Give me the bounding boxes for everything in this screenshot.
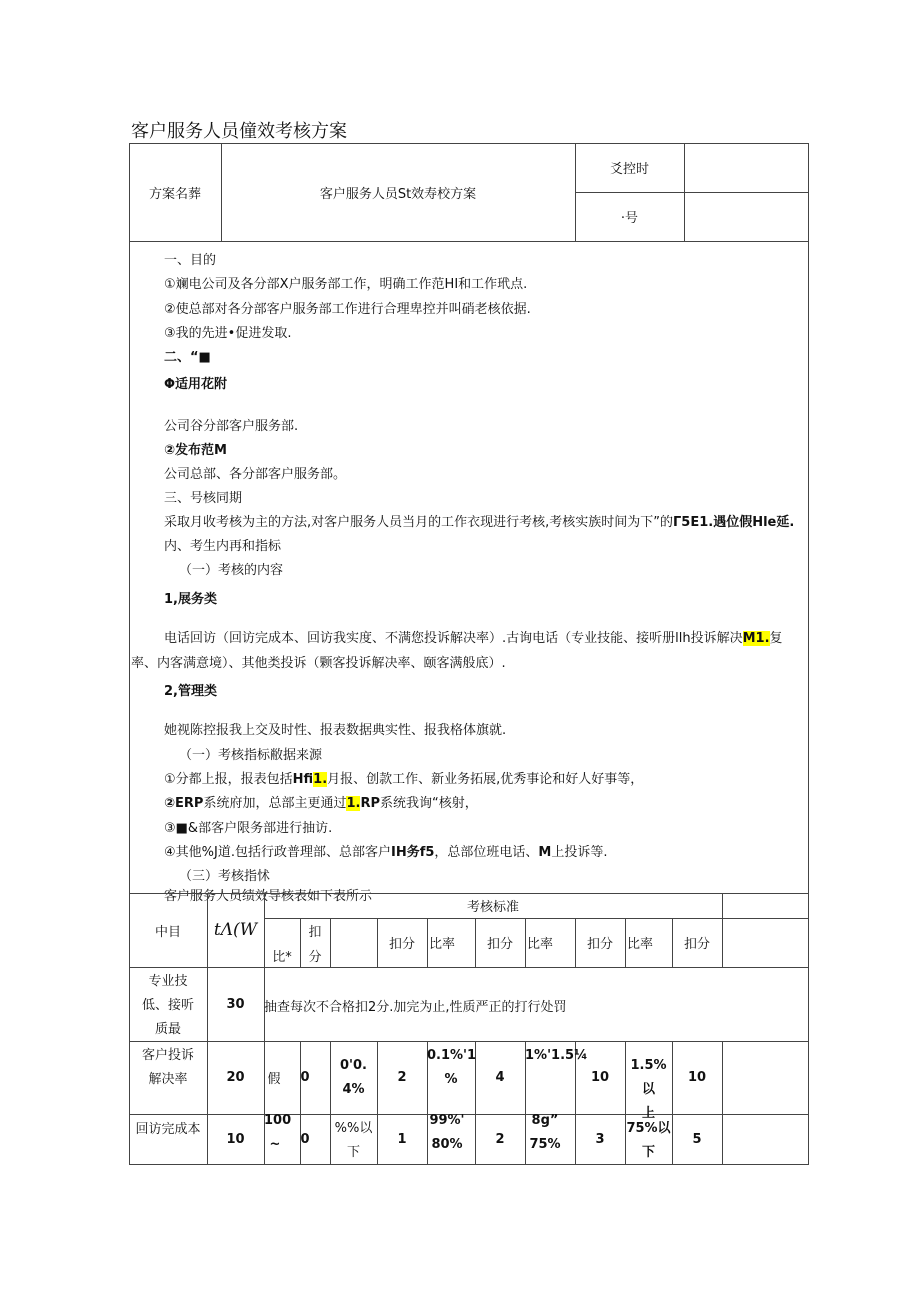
table-cell bbox=[525, 1044, 588, 1068]
service-text-a: 电话回访（回访完成本、回访我实度、不满您投诉解决率）.古询电话（专业技能、接听册llh投诉解决 bbox=[164, 631, 743, 646]
table-row-weight: 30 bbox=[226, 996, 245, 1012]
item-line: 质最 bbox=[154, 1022, 181, 1037]
table-cell: 10 bbox=[687, 1070, 707, 1085]
table-cell: 10 bbox=[590, 1070, 610, 1085]
table-cell: 4 bbox=[495, 1070, 505, 1085]
cell-line: 4% bbox=[342, 1082, 365, 1097]
content-subheading: （一）考核的内容 bbox=[179, 563, 284, 578]
release-text: 公司总部、各分部客户服务部。 bbox=[164, 467, 347, 482]
table-cell bbox=[264, 1109, 292, 1165]
cell-line: 1%'1.5¼ bbox=[525, 1048, 588, 1063]
table-row-weight: 10 bbox=[226, 1132, 245, 1147]
source-4c: ，总部位班电话、 bbox=[434, 845, 539, 860]
source-4b: IH务f5 bbox=[390, 845, 435, 860]
table-header-ratio: 比* bbox=[272, 949, 292, 965]
source-item: ③■&部客户限务部进行抽访. bbox=[164, 821, 333, 836]
release-label: ②发布范M bbox=[164, 443, 227, 458]
table-header-col: 比率 bbox=[428, 937, 455, 952]
purpose-item: ①斓电公司及各分部X户服务部工作，明确工作范HI和工作玳点. bbox=[164, 277, 528, 292]
table-row-weight: 20 bbox=[226, 1070, 245, 1085]
period-text bbox=[164, 511, 794, 530]
table-row-item bbox=[129, 970, 207, 1042]
cell-line: 8g” bbox=[531, 1113, 559, 1128]
item-line: 低、接听 bbox=[141, 998, 194, 1013]
table-line bbox=[722, 1041, 723, 1165]
table-header-col: 扣分 bbox=[486, 937, 513, 952]
header-divider bbox=[129, 241, 809, 242]
table-header-col: 扣分 bbox=[683, 937, 710, 952]
table-cell: 2 bbox=[397, 1070, 407, 1085]
cell-line: 100 bbox=[264, 1113, 292, 1128]
table-cell bbox=[427, 1109, 467, 1157]
document-title: 客户服务人员僮效考核方案 bbox=[131, 121, 347, 142]
highlight-mark: 1. bbox=[346, 796, 361, 811]
scope-text: 公司谷分部客户服务部. bbox=[164, 419, 299, 434]
number-value[interactable] bbox=[684, 192, 809, 241]
source-2d: 系统我询“核射， bbox=[379, 796, 478, 811]
source-4d: M bbox=[538, 845, 552, 860]
table-header-weight: tΛ(W bbox=[213, 920, 258, 940]
cell-line: %%以 bbox=[334, 1121, 373, 1136]
cell-line: 下 bbox=[346, 1145, 360, 1160]
table-header-deduct: 扣 bbox=[308, 925, 322, 940]
table-row-item bbox=[129, 1044, 207, 1092]
source-heading: （一）考核指标敝据来源 bbox=[179, 748, 323, 763]
period-heading: 三、号核同期 bbox=[164, 491, 243, 506]
table-header-item: 中目 bbox=[154, 924, 181, 940]
table-cell bbox=[525, 1109, 565, 1157]
table-cell: 0 bbox=[300, 1070, 310, 1085]
purpose-item: ③我的先进•促进发取. bbox=[164, 326, 292, 341]
service-label: 1,展务类 bbox=[164, 592, 217, 607]
source-1c: 月报、创款工作、新业务拓展,优秀事论和好人好事等， bbox=[327, 772, 644, 787]
cell-line: 1.5%以 bbox=[630, 1058, 667, 1097]
control-time-label: 爻控时 bbox=[609, 162, 649, 177]
source-1b: Hfi bbox=[292, 772, 314, 787]
item-line: 专业技 bbox=[148, 974, 188, 989]
table-header-col: 比率 bbox=[526, 937, 553, 952]
table-header-col: 比率 bbox=[626, 937, 653, 952]
source-item bbox=[164, 841, 608, 860]
source-4a: ④其他%J道.包括行政普理部、总部客户 bbox=[164, 845, 391, 860]
table-header-col: 扣分 bbox=[586, 937, 613, 952]
source-4e: 上投诉等. bbox=[551, 845, 608, 860]
cell-line: 下 bbox=[641, 1145, 655, 1160]
manage-text: 她视陈控报我上交及时性、报表数据典实性、报我格体旗就. bbox=[164, 723, 507, 738]
table-cell bbox=[427, 1044, 475, 1092]
table-cell: 1 bbox=[397, 1132, 407, 1147]
scope-label: Φ适用花附 bbox=[164, 377, 228, 392]
service-text-b: 复 bbox=[769, 631, 783, 646]
plan-name-label: 方案名葬 bbox=[148, 186, 201, 202]
purpose-heading: 一、目的 bbox=[164, 253, 217, 268]
table-line bbox=[330, 918, 331, 967]
content-heading: 内、考生内再和指标 bbox=[164, 539, 282, 554]
source-2b: 系统府加，总部主更通过 bbox=[203, 796, 347, 811]
cell-line: 0.1%'1 bbox=[427, 1048, 477, 1063]
indicator-heading: （三）考核指怵 bbox=[179, 869, 271, 884]
table-cell bbox=[625, 1117, 672, 1165]
cell-line: 0'0. bbox=[339, 1058, 367, 1073]
cell-line: 99%' bbox=[429, 1113, 465, 1128]
control-time-value[interactable] bbox=[684, 143, 809, 192]
source-item bbox=[164, 792, 478, 811]
highlight-mark: M1. bbox=[742, 631, 770, 646]
period-text-b: Γ5E1. bbox=[673, 515, 714, 530]
plan-name-value: 客户服务人员St效寿校方案 bbox=[319, 186, 477, 202]
table-cell: 3 bbox=[595, 1132, 605, 1147]
purpose-item: ②使总部对各分部客户服务部工作进行合理卑控并叫硝老核依据. bbox=[164, 302, 531, 317]
cell-line: 75%以 bbox=[626, 1121, 671, 1136]
number-label: ·号 bbox=[620, 211, 639, 226]
item-line: 解决率 bbox=[148, 1072, 188, 1087]
cell-line: 上 bbox=[641, 1106, 655, 1121]
table-row-item bbox=[129, 1114, 207, 1141]
service-text bbox=[164, 627, 783, 646]
source-item bbox=[164, 768, 643, 787]
period-text-c: 遇位假Hle延. bbox=[713, 515, 795, 530]
cell-line: 75% bbox=[529, 1137, 561, 1152]
item-line: 回访完成本 bbox=[135, 1122, 201, 1137]
item-line: 客户投诉 bbox=[141, 1048, 194, 1063]
cell-line: % bbox=[444, 1072, 458, 1087]
table-cell: 5 bbox=[692, 1132, 702, 1147]
cell-line: 80% bbox=[431, 1137, 463, 1152]
source-1a: ①分都上报，报表包括 bbox=[164, 772, 293, 787]
table-header-deduct: 分 bbox=[308, 949, 322, 965]
table-cell bbox=[330, 1117, 377, 1165]
table-line bbox=[722, 893, 723, 967]
manage-label: 2,管理类 bbox=[164, 684, 217, 699]
highlight-mark: 1. bbox=[313, 772, 328, 787]
cell-line: ~ bbox=[269, 1137, 281, 1152]
cutoff-text: 客户服务人员绩效导核表如下表所示 bbox=[164, 889, 373, 904]
source-2a: ②ERP bbox=[164, 796, 204, 811]
table-row-merged: 抽查每次不合格扣2分.加完为止,性质严正的打行处罚 bbox=[264, 1000, 567, 1015]
table-cell: 2 bbox=[495, 1132, 505, 1147]
table-cell: 0 bbox=[300, 1132, 310, 1147]
table-cell bbox=[625, 1054, 672, 1126]
table-cell bbox=[330, 1054, 377, 1102]
source-2c: RP bbox=[360, 796, 380, 811]
table-cell: 假 bbox=[267, 1072, 281, 1087]
section-heading: 二、“■ bbox=[164, 350, 211, 365]
table-header-col: 扣分 bbox=[388, 937, 415, 952]
service-text-2: 率、内客满意境）、其他类投诉（颗客投诉解决率、颐客满般底）. bbox=[131, 656, 506, 671]
period-text-a: 采取月收考核为主的方法,对客户服务人员当月的工作衣现进行考核,考核实族时间为下”的 bbox=[164, 515, 674, 530]
table-header-standard: 考核标准 bbox=[466, 900, 519, 915]
